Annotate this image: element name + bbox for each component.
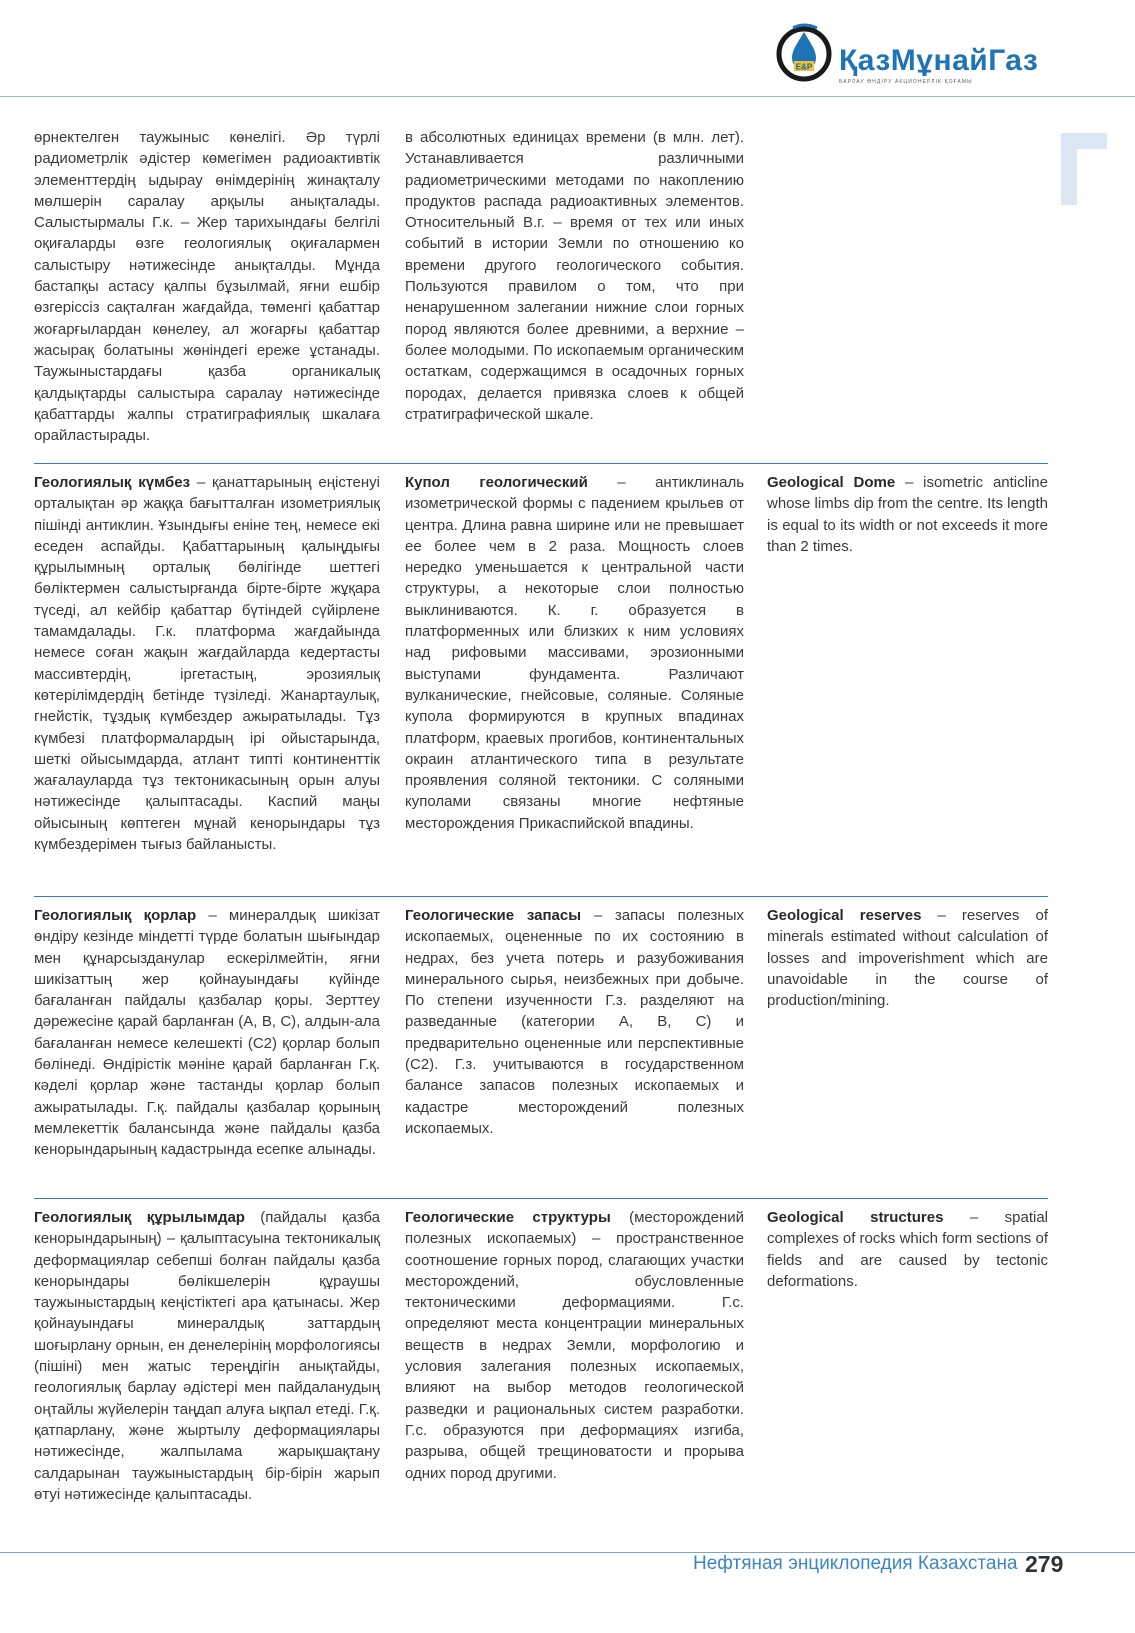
russian-term: Купол геологический [405, 474, 588, 491]
letter-g-tab-icon [1061, 133, 1107, 205]
entry-russian [405, 1207, 744, 1484]
russian-definition: (месторождений полезных ископаемых) – пространственное соотношение горных пород, слагающих участки месторождений, обусловленные тектоническими деформациями. Г.с. определяют места концентрации минеральных веществ в недрах Земли, морфологию и условия залегания полезных ископаемых, влияют на выбор методов геологической разведки и рациональных систем разработки. Г.с. образуются при деформациях изгиба, разрыва, общей трещиноватости и прорыва одних пород другими. [405, 1209, 744, 1482]
english-definition: – reserves of minerals estimated without calculation of losses and impoverishment which are unavoidable in the course of production/mining. [767, 907, 1048, 1010]
english-term: Geological structures [767, 1209, 944, 1226]
entry-russian [405, 905, 744, 1139]
english-term: Geological reserves [767, 907, 922, 924]
english-term: Geological Dome [767, 474, 896, 491]
logo-subtitle: БАРЛАУ ӨНДІРУ АКЦИОНЕРЛІК ҚОҒАМЫ [839, 79, 973, 85]
entry-english [767, 472, 1048, 557]
intro-russian-text: в абсолютных единицах времени (в млн. лет). Устанавливается различными радиометрическими методами по накоплению продуктов распада радиоактивных элементов. Относительный В.г. – время от тех или иных событий в истории Земли по отношению ко времени другого геологического события. Пользуются правилом о том, что при ненарушенном залегании нижние слои горных пород являются более древними, а верхние – более молодыми. По ископаемым органическим остаткам, содержащимся в осадочных горных породах, делается привязка слоев к общей стратиграфической шкале. [405, 129, 744, 423]
entry-english [767, 1207, 1048, 1292]
entry-kazakh [34, 905, 380, 1161]
russian-term: Геологические запасы [405, 907, 582, 924]
page-number: 279 [1025, 1551, 1064, 1577]
header-divider [0, 96, 1135, 97]
russian-definition: – запасы полезных ископаемых, оцененные по их состоянию в недрах, без учета потерь и разубоживания минерального сырья, неизбежных при добыче. По степени изученности Г.з. разделяют на разведанные (категории А, В, С) и предварительно оцененные или перспективные (С2). Г.з. учитываются в государственном балансе запасов полезных ископаемых и кадастре месторождений полезных ископаемых. [405, 907, 744, 1137]
intro-kazakh-text: өрнектелген таужыныс көнелігі. Әр түрлі радиометрлік әдістер көмегімен радиоактивтік элементтердің ыдырау өнімдерінің жинақталу мөлшерін саралау арқылы анықталады. Салыстырмалы Г.к. – Жер тарихындағы белгілі оқиғаларды өзге геологиялық оқиғалармен салыстыру нәтижесінде анықталды. Мұнда бастапқы астасу қалпы бұзылмай, яғни ешбір өзгеріссіз сақталған жағдайда, төменгі қабаттар жоғарғылардан көнелеу, ал жоғарғы қабаттар жасырақ болатыны жөніндегі ереже ұстанады. Таужыныстардағы қазба органикалық қалдықтарды салыстыра саралау нәтижесінде қабаттарды жалпы стратиграфиялық шкалаға орайластырады. [34, 129, 380, 445]
company-logo [773, 20, 1063, 84]
entry-divider [34, 1198, 1048, 1199]
kazakh-definition: – минералдық шикізат өндіру кезінде міндетті түрде болатын шығындар мен құнарсызданулар ескерілмейтін, яғни шикізаттың жер қойнауындағы күйінде бағаланған пайдалы қазбалар қоры. Зерттеу дәрежесіне қарай барланған (А, В, С), алдын-ала бағаланған немесе келешекті (С2) қорлар болып бөлінеді. Өндірістік мәніне қарай барланған Г.қ. кәделі қорлар және тастанды қорлар болып ажыратылады. Г.қ. пайдалы қазбалар қорының мемлекеттік балансында және пайдалы қазба кенорындарының кадастрында есепке алынады. [34, 907, 380, 1159]
entry-kazakh [34, 1207, 380, 1505]
kazakh-term: Геологиялық күмбез [34, 474, 191, 491]
entry-english [767, 905, 1048, 1011]
kazakh-definition: – қанаттарының еңістенуі орталықтан әр жаққа бағытталған изометриялық пішінді антиклин. Ұзындығы еніне тең, немесе екі еседен аспайды. Қабаттарының қалыңдығы құрылымның орталық бөлігінде шеттегі бөліктермен салыстырғанда бірте-бірте жұқара түседі, ал кейбір қабаттар бүтіндей сүйірлене тамамдалады. Г.к. платформа жағдайында немесе соған жақын жағдайларда кедертасты массивтердің, іргетастың, эрозиялық көтерілімдердің бетінде түзіледі. Жанартаулық, гнейстік, тұздық күмбездер ажыратылады. Тұз күмбезі платформалардың ірі ойыстарында, шеткі ойысымдарда, атлант типті континенттік жағалауларда тұз тектоникасының орын алуы нәтижесінде қалыптасады. Каспий маңы ойысының көптеген мұнай кенорындары тұз күмбездерімен тығыз байланысты. [34, 474, 380, 854]
kazakh-term: Геологиялық қорлар [34, 907, 197, 924]
english-definition: – isometric anticline whose limbs dip from the centre. Its length is equal to its width or not exceeds it more than 2 times. [767, 474, 1048, 555]
russian-term: Геологические структуры [405, 1209, 611, 1226]
logo-wordmark: ҚазМұнайГаз [839, 44, 1039, 77]
entry-kazakh [34, 472, 380, 855]
entry-divider [34, 896, 1048, 897]
russian-definition: – антиклиналь изометрической формы с падением крыльев от центра. Длина равна ширине или не превышает ее более чем в 2 раза. Мощность слоев нередко уменьшается к центральной части структуры, а некоторые слои полностью выклиниваются. К. г. образуется в платформенных или близких к ним условиях над рифовыми массивами, эрозионными выступами фундамента. Различают вулканические, гнейсовые, соляные. Соляные купола формируются в крупных впадинах платформ, краевых прогибов, континентальных окраин атлантического типа в результате проявления соляной тектоники. С соляными куполами связаны многие нефтяные месторождения Прикаспийской впадины. [405, 474, 745, 832]
kazakh-definition: (пайдалы қазба кенорындарының) – қалыптасуына тектоникалық деформациялар себепші болған пайдалы қазба кенорындары бөлікшелерін құраушы таужыныстардың кеңістіктегі ара қатынасы. Жер қойнауындағы минералдық заттардың шоғырлану орнын, ен денелерінің морфологиясы (пішіні) мен жатыс тереңдігін анықтайды, геологиялық барлау әдістері мен пайдаланудың оңтайлы жүйелерін таңдап алуға ықпал етеді. Г.қ. қатпарлану, және жыртылу деформациялары нәтижесінде, жалпылама жарықшақтану салдарынан таужыныстардың бір-бірін жарып өтуі нәтижесінде қалыптасады. [34, 1209, 380, 1503]
entry-russian [405, 472, 744, 834]
entry-divider [34, 463, 1048, 464]
drop-emblem-icon [773, 20, 835, 84]
kazakh-term: Геологиялық құрылымдар [34, 1209, 245, 1226]
footer-title: Нефтяная энциклопедия Казахстана [693, 1553, 1018, 1574]
logo-badge: E&P [795, 62, 813, 72]
english-definition: – spatial complexes of rocks which form sections of fields and are caused by tectonic deformations. [767, 1209, 1048, 1290]
